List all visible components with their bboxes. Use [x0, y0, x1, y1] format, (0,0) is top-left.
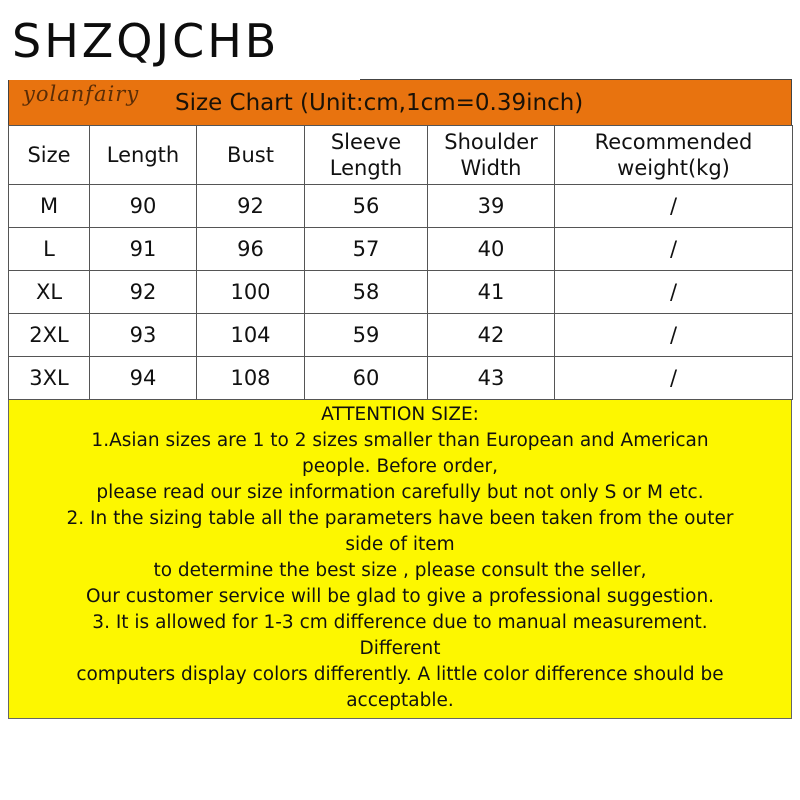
size-chart-title: Size Chart (Unit:cm,1cm=0.39inch)	[175, 90, 584, 116]
size-chart	[8, 79, 792, 719]
table-header-row	[9, 126, 793, 185]
table-cell: 108	[197, 357, 305, 400]
notice-line: Different	[359, 638, 441, 659]
column-header-line: Recommended	[594, 130, 753, 154]
table-cell: /	[555, 228, 793, 271]
table-cell: XL	[9, 271, 90, 314]
column-header	[9, 126, 90, 185]
table-row	[9, 228, 793, 271]
table-cell: 94	[90, 357, 197, 400]
column-header-line: Sleeve	[330, 130, 402, 154]
column-header-line: weight(kg)	[617, 156, 730, 180]
table-row	[9, 314, 793, 357]
table-cell: L	[9, 228, 90, 271]
column-header	[428, 126, 555, 185]
table-cell: 91	[90, 228, 197, 271]
table-cell: 57	[305, 228, 428, 271]
table-cell: 3XL	[9, 357, 90, 400]
table-cell: /	[555, 185, 793, 228]
notice-line: 3. It is allowed for 1-3 cm difference due to manual measurement.	[92, 612, 708, 633]
table-cell: /	[555, 271, 793, 314]
table-cell: 40	[428, 228, 555, 271]
column-header-line: Width	[460, 156, 522, 180]
table-cell: /	[555, 314, 793, 357]
table-cell: 42	[428, 314, 555, 357]
notice-line: Our customer service will be glad to give a professional suggestion.	[85, 586, 715, 607]
table-cell: 43	[428, 357, 555, 400]
table-cell: M	[9, 185, 90, 228]
table-cell: /	[555, 357, 793, 400]
table-cell: 92	[90, 271, 197, 314]
notice-line: acceptable.	[346, 690, 454, 711]
table-row	[9, 185, 793, 228]
table-cell: 100	[197, 271, 305, 314]
table-cell: 92	[197, 185, 305, 228]
attention-notice	[8, 400, 792, 719]
column-header-line: Length	[329, 156, 403, 180]
table-body	[9, 185, 793, 400]
table-cell: 60	[305, 357, 428, 400]
size-chart-title-bar	[8, 79, 792, 125]
table-cell: 59	[305, 314, 428, 357]
table-cell: 39	[428, 185, 555, 228]
table-cell: 41	[428, 271, 555, 314]
column-header-line: Length	[106, 143, 180, 167]
table-cell: 104	[197, 314, 305, 357]
table-cell: 56	[305, 185, 428, 228]
notice-line: 1.Asian sizes are 1 to 2 sizes smaller than European and American	[91, 430, 709, 451]
column-header-line: Size	[27, 143, 71, 167]
brand-name: SHZQJCHB	[12, 14, 280, 68]
table-row	[9, 271, 793, 314]
table-cell: 90	[90, 185, 197, 228]
size-table	[8, 125, 793, 400]
table-cell: 2XL	[9, 314, 90, 357]
table-cell: 93	[90, 314, 197, 357]
column-header	[305, 126, 428, 185]
table-cell: 96	[197, 228, 305, 271]
notice-heading: ATTENTION SIZE:	[321, 404, 479, 425]
notice-line: side of item	[345, 534, 455, 555]
table-cell: 58	[305, 271, 428, 314]
column-header	[90, 126, 197, 185]
column-header	[555, 126, 793, 185]
notice-line: computers display colors differently. A little color difference should be	[76, 664, 724, 685]
column-header-line: Shoulder	[444, 130, 538, 154]
logo-script-text: yolanfairy	[23, 82, 140, 106]
column-header	[197, 126, 305, 185]
notice-line: people. Before order,	[301, 456, 499, 477]
brand-header	[0, 0, 360, 80]
notice-line: 2. In the sizing table all the parameters have been taken from the outer	[66, 508, 734, 529]
column-header-line: Bust	[227, 143, 274, 167]
table-row	[9, 357, 793, 400]
notice-line: please read our size information carefully but not only S or M etc.	[96, 482, 704, 503]
notice-line: to determine the best size , please consult the seller,	[153, 560, 647, 581]
